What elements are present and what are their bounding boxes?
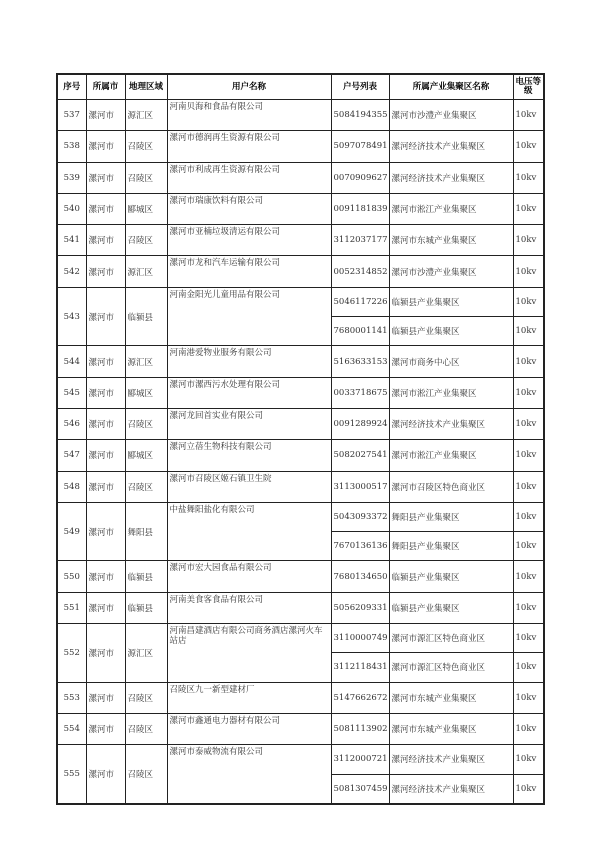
voltage-cell: 10kv	[513, 440, 544, 471]
user-name-cell: 河南金阳光儿童用品有限公司	[167, 287, 331, 346]
voltage-cell: 10kv	[513, 561, 544, 592]
row-number: 540	[57, 193, 86, 224]
row-number: 548	[57, 471, 86, 502]
account-id-cell: 5082027541	[331, 440, 389, 471]
table-row	[57, 408, 544, 439]
city-cell: 漯河市	[86, 100, 125, 131]
user-name-cell: 漯河市利成再生资源有限公司	[167, 162, 331, 193]
city-cell: 漯河市	[86, 561, 125, 592]
zone-cell: 漯河市商务中心区	[389, 346, 513, 377]
user-name-cell: 漯河市宏大园食品有限公司	[167, 561, 331, 592]
zone-cell: 漯河市沙澧产业集聚区	[389, 256, 513, 287]
customer-table	[56, 73, 545, 805]
zone-cell: 漯河经济技术产业集聚区	[389, 745, 513, 774]
voltage-cell: 10kv	[513, 346, 544, 377]
table-body	[57, 100, 544, 804]
city-cell: 漯河市	[86, 162, 125, 193]
account-id-cell: 5081307459	[331, 774, 389, 804]
city-cell: 漯河市	[86, 502, 125, 561]
table-row	[57, 745, 544, 774]
user-name-cell: 漯河市鑫通电力器材有限公司	[167, 713, 331, 744]
area-cell: 郾城区	[125, 193, 167, 224]
table-row	[57, 100, 544, 131]
row-number: 541	[57, 225, 86, 256]
header-account-list: 户号列表	[331, 74, 389, 100]
account-id-cell: 3112000721	[331, 745, 389, 774]
zone-cell: 漯河市召陵区特色商业区	[389, 471, 513, 502]
area-cell: 召陵区	[125, 682, 167, 713]
city-cell: 漯河市	[86, 346, 125, 377]
row-number: 555	[57, 745, 86, 804]
zone-cell: 舞阳县产业集聚区	[389, 532, 513, 561]
voltage-cell: 10kv	[513, 256, 544, 287]
city-cell: 漯河市	[86, 131, 125, 162]
zone-cell: 漯河市淞江产业集聚区	[389, 440, 513, 471]
user-name-cell: 中盐舞阳盐化有限公司	[167, 502, 331, 561]
table-row	[57, 713, 544, 744]
user-name-cell: 漯河市德润再生资源有限公司	[167, 131, 331, 162]
zone-cell: 临颍县产业集聚区	[389, 287, 513, 316]
city-cell: 漯河市	[86, 624, 125, 683]
voltage-cell: 10kv	[513, 745, 544, 774]
voltage-cell: 10kv	[513, 653, 544, 682]
zone-cell: 舞阳县产业集聚区	[389, 502, 513, 531]
account-id-cell: 3110000749	[331, 624, 389, 653]
row-number: 539	[57, 162, 86, 193]
zone-cell: 漯河经济技术产业集聚区	[389, 774, 513, 804]
account-id-cell: 5056209331	[331, 592, 389, 623]
account-id-cell: 3112037177	[331, 225, 389, 256]
user-name-cell: 河南美食客食品有限公司	[167, 592, 331, 623]
voltage-cell: 10kv	[513, 532, 544, 561]
zone-cell: 漯河市沙澧产业集聚区	[389, 100, 513, 131]
table-row	[57, 256, 544, 287]
table-row	[57, 624, 544, 653]
user-name-cell: 漯河市瑞康饮料有限公司	[167, 193, 331, 224]
area-cell: 源汇区	[125, 346, 167, 377]
area-cell: 召陵区	[125, 162, 167, 193]
city-cell: 漯河市	[86, 440, 125, 471]
table-row	[57, 592, 544, 623]
area-cell: 临颍县	[125, 287, 167, 346]
zone-cell: 漯河市东城产业集聚区	[389, 225, 513, 256]
account-id-cell: 5097078491	[331, 131, 389, 162]
header-area: 地理区域	[125, 74, 167, 100]
area-cell: 召陵区	[125, 745, 167, 804]
zone-cell: 临颍县产业集聚区	[389, 561, 513, 592]
voltage-cell: 10kv	[513, 682, 544, 713]
table-row	[57, 682, 544, 713]
area-cell: 郾城区	[125, 440, 167, 471]
area-cell: 临颍县	[125, 561, 167, 592]
table-row	[57, 193, 544, 224]
account-id-cell: 3112118431	[331, 653, 389, 682]
zone-cell: 漯河市淞江产业集聚区	[389, 377, 513, 408]
account-id-cell: 7680134650	[331, 561, 389, 592]
zone-cell: 临颍县产业集聚区	[389, 592, 513, 623]
area-cell: 召陵区	[125, 713, 167, 744]
user-name-cell: 漯河市泰威物流有限公司	[167, 745, 331, 804]
voltage-cell: 10kv	[513, 471, 544, 502]
area-cell: 源汇区	[125, 624, 167, 683]
table-row	[57, 131, 544, 162]
city-cell: 漯河市	[86, 193, 125, 224]
voltage-cell: 10kv	[513, 624, 544, 653]
account-id-cell: 7680001141	[331, 317, 389, 346]
city-cell: 漯河市	[86, 713, 125, 744]
account-id-cell: 5043093372	[331, 502, 389, 531]
area-cell: 召陵区	[125, 225, 167, 256]
city-cell: 漯河市	[86, 287, 125, 346]
area-cell: 召陵区	[125, 471, 167, 502]
voltage-cell: 10kv	[513, 592, 544, 623]
zone-cell: 漯河市淞江产业集聚区	[389, 193, 513, 224]
zone-cell: 临颍县产业集聚区	[389, 317, 513, 346]
city-cell: 漯河市	[86, 745, 125, 804]
account-id-cell: 7670136136	[331, 532, 389, 561]
account-id-cell: 5084194355	[331, 100, 389, 131]
voltage-cell: 10kv	[513, 713, 544, 744]
row-number: 552	[57, 624, 86, 683]
row-number: 547	[57, 440, 86, 471]
voltage-cell: 10kv	[513, 377, 544, 408]
voltage-cell: 10kv	[513, 774, 544, 804]
table-row	[57, 471, 544, 502]
row-number: 544	[57, 346, 86, 377]
row-number: 542	[57, 256, 86, 287]
voltage-cell: 10kv	[513, 131, 544, 162]
user-name-cell: 召陵区九一新型建材厂	[167, 682, 331, 713]
user-name-cell: 漯河市亚楠垃圾清运有限公司	[167, 225, 331, 256]
row-number: 537	[57, 100, 86, 131]
header-user-name: 用户名称	[167, 74, 331, 100]
zone-cell: 漯河市东城产业集聚区	[389, 713, 513, 744]
city-cell: 漯河市	[86, 682, 125, 713]
user-name-cell: 漯河市召陵区姬石镇卫生院	[167, 471, 331, 502]
area-cell: 临颍县	[125, 592, 167, 623]
voltage-cell: 10kv	[513, 408, 544, 439]
header-voltage: 电压等级	[513, 74, 544, 100]
table-row	[57, 346, 544, 377]
account-id-cell: 5081113902	[331, 713, 389, 744]
area-cell: 舞阳县	[125, 502, 167, 561]
zone-cell: 漯河市源汇区特色商业区	[389, 624, 513, 653]
user-name-cell: 漯河市龙和汽车运输有限公司	[167, 256, 331, 287]
area-cell: 源汇区	[125, 100, 167, 131]
account-id-cell: 0091289924	[331, 408, 389, 439]
table-row	[57, 561, 544, 592]
zone-cell: 漯河经济技术产业集聚区	[389, 162, 513, 193]
row-number: 538	[57, 131, 86, 162]
voltage-cell: 10kv	[513, 162, 544, 193]
voltage-cell: 10kv	[513, 100, 544, 131]
table-row	[57, 377, 544, 408]
account-id-cell: 5046117226	[331, 287, 389, 316]
user-name-cell: 漯河立蓓生物科技有限公司	[167, 440, 331, 471]
row-number: 545	[57, 377, 86, 408]
area-cell: 召陵区	[125, 408, 167, 439]
user-name-cell: 河南港爱物业服务有限公司	[167, 346, 331, 377]
area-cell: 源汇区	[125, 256, 167, 287]
user-name-cell: 漯河龙回首实业有限公司	[167, 408, 331, 439]
voltage-cell: 10kv	[513, 225, 544, 256]
city-cell: 漯河市	[86, 225, 125, 256]
zone-cell: 漯河市源汇区特色商业区	[389, 653, 513, 682]
city-cell: 漯河市	[86, 256, 125, 287]
header-zone: 所属产业集聚区名称	[389, 74, 513, 100]
table-row	[57, 440, 544, 471]
city-cell: 漯河市	[86, 471, 125, 502]
row-number: 553	[57, 682, 86, 713]
account-id-cell: 5163633153	[331, 346, 389, 377]
table-row	[57, 225, 544, 256]
user-name-cell: 河南昌建酒店有限公司商务酒店漯河火车站店	[167, 624, 331, 683]
zone-cell: 漯河经济技术产业集聚区	[389, 131, 513, 162]
account-id-cell: 0091181839	[331, 193, 389, 224]
account-id-cell: 0070909627	[331, 162, 389, 193]
row-number: 554	[57, 713, 86, 744]
row-number: 543	[57, 287, 86, 346]
voltage-cell: 10kv	[513, 193, 544, 224]
city-cell: 漯河市	[86, 592, 125, 623]
zone-cell: 漯河经济技术产业集聚区	[389, 408, 513, 439]
account-id-cell: 5147662672	[331, 682, 389, 713]
table-row	[57, 287, 544, 316]
voltage-cell: 10kv	[513, 317, 544, 346]
zone-cell: 漯河市东城产业集聚区	[389, 682, 513, 713]
header-row	[57, 74, 544, 100]
header-city: 所属市	[86, 74, 125, 100]
row-number: 551	[57, 592, 86, 623]
city-cell: 漯河市	[86, 377, 125, 408]
voltage-cell: 10kv	[513, 502, 544, 531]
city-cell: 漯河市	[86, 408, 125, 439]
row-number: 550	[57, 561, 86, 592]
row-number: 549	[57, 502, 86, 561]
voltage-cell: 10kv	[513, 287, 544, 316]
row-number: 546	[57, 408, 86, 439]
user-name-cell: 漯河市漯西污水处理有限公司	[167, 377, 331, 408]
account-id-cell: 0052314852	[331, 256, 389, 287]
table-row	[57, 162, 544, 193]
account-id-cell: 0033718675	[331, 377, 389, 408]
area-cell: 郾城区	[125, 377, 167, 408]
account-id-cell: 3113000517	[331, 471, 389, 502]
table-row	[57, 502, 544, 531]
user-name-cell: 河南贝海和食品有限公司	[167, 100, 331, 131]
header-no: 序号	[57, 74, 86, 100]
area-cell: 召陵区	[125, 131, 167, 162]
